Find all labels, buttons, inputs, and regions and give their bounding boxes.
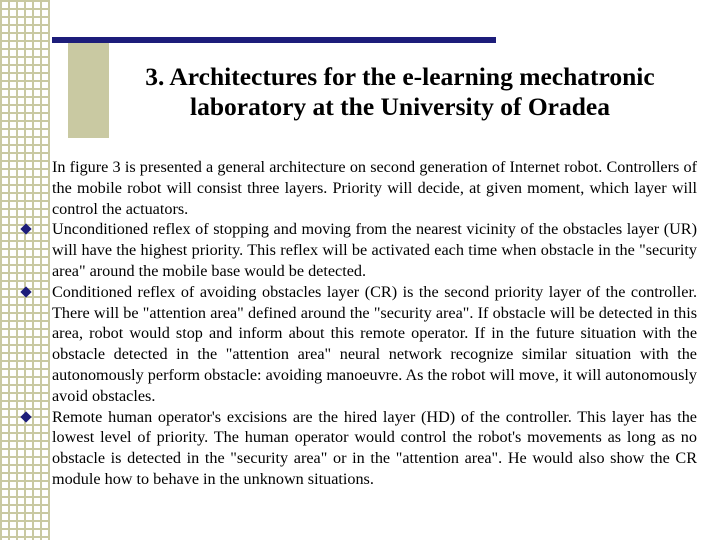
title-line-2: laboratory at the University of Oradea [190, 92, 610, 121]
accent-block [68, 40, 109, 138]
grid-pattern-decoration [0, 0, 50, 540]
bullet-text: Conditioned reflex of avoiding obstacles layer (CR) is the second priority layer of the controller. There will be "attention area" defined around the "security area". If obstacle will be detected in this area, robot would stop and inform about this remote operator. If in the future situation with the obstacle detected in the "attention area" neural network recognize similar situation with the autonomously perform obstacle: avoiding manoeuvre. As the robot will move, it will autonomously avoid obstacles. [52, 282, 697, 405]
bullet-item [52, 282, 697, 407]
bullet-item [52, 219, 697, 281]
title-line-1: 3. Architectures for the e-learning mechatronic [145, 62, 655, 91]
bullet-text: Remote human operator's excisions are the hired layer (HD) of the controller. This layer has the lowest level of priority. The human operator would control the robot's movements as long as no obstacle is detected in the "security area" or in the "attention area". He would also show the CR module how to behave in the unknown situations. [52, 407, 697, 488]
slide-title [110, 62, 690, 122]
title-bar-line [52, 37, 496, 43]
bullet-text: Unconditioned reflex of stopping and moving from the nearest vicinity of the obstacles layer (UR) will have the highest priority. This reflex will be activated each time when obstacle in the "security area" around the mobile base would be detected. [52, 220, 697, 280]
slide-body [52, 157, 697, 490]
intro-paragraph: In figure 3 is presented a general architecture on second generation of Internet robot. Controllers of the mobile robot will consist three layers. Priority will decide, at given moment, which layer will control the actuators. [52, 158, 697, 218]
bullet-item [52, 407, 697, 490]
